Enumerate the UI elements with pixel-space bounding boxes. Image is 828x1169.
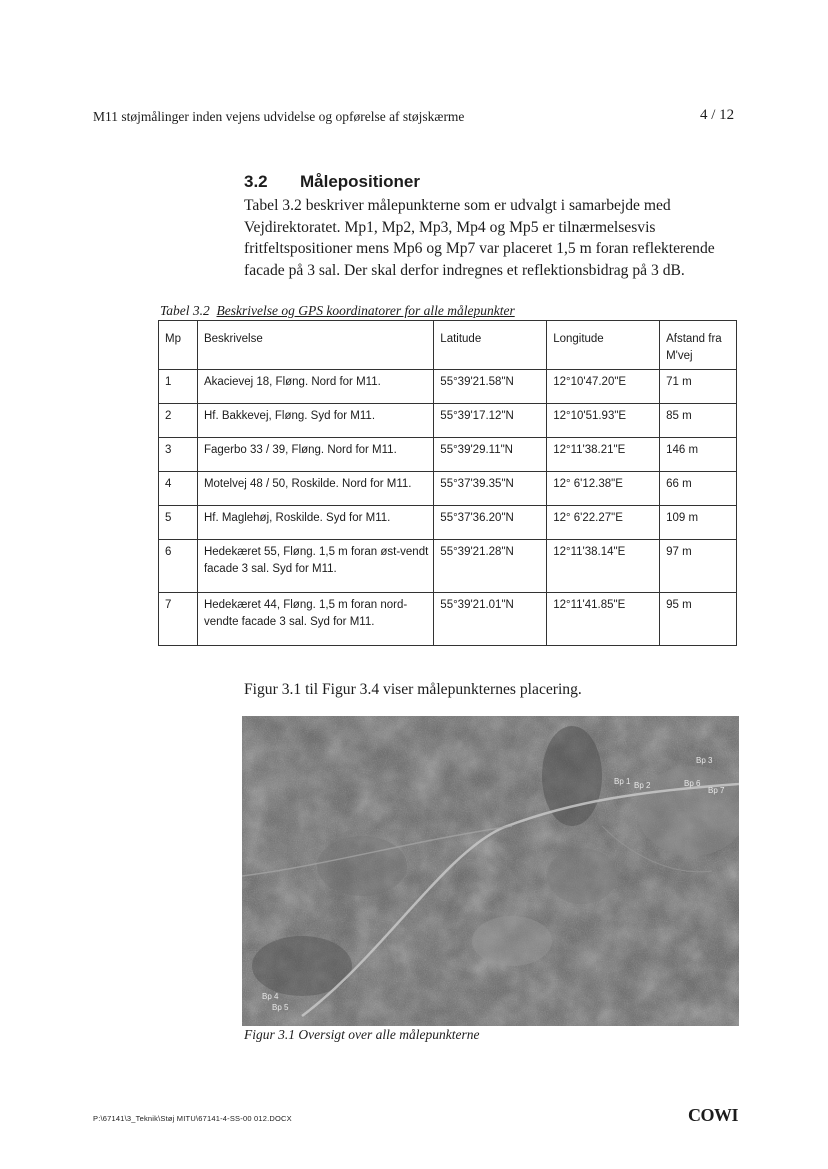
cell-distance: 66 m xyxy=(660,472,737,506)
cell-longitude: 12°11'38.14"E xyxy=(547,540,660,593)
cell-latitude: 55°39'21.01"N xyxy=(434,593,547,646)
header-title: M11 støjmålinger inden vejens udvidelse og opførelse af støjskærme xyxy=(93,109,465,124)
map-label: Bp 1 xyxy=(614,777,631,786)
col-header-distance: Afstand fra M'vej xyxy=(660,321,737,370)
cell-description: Hedekæret 44, Fløng. 1,5 m foran nord-vendte facade 3 sal. Syd for M11. xyxy=(197,593,433,646)
section-number: 3.2 xyxy=(244,172,268,191)
map-label: Bp 2 xyxy=(634,781,651,790)
footer-file-path: P:\67141\3_Teknik\Støj MITU\67141-4-SS-00 012.DOCX xyxy=(93,1114,292,1123)
table-caption-prefix: Tabel 3.2 xyxy=(160,303,210,318)
figure-intro: Figur 3.1 til Figur 3.4 viser målepunkternes placering. xyxy=(244,681,582,698)
cell-mp: 4 xyxy=(159,472,198,506)
table-row xyxy=(159,370,737,404)
cowi-logo: COWI xyxy=(688,1105,739,1125)
cell-description: Fagerbo 33 / 39, Fløng. Nord for M11. xyxy=(197,438,433,472)
map-label: Bp 3 xyxy=(696,756,713,765)
cell-description: Hf. Maglehøj, Roskilde. Syd for M11. xyxy=(197,506,433,540)
table-row xyxy=(159,593,737,646)
table-caption xyxy=(160,303,515,319)
cell-mp: 7 xyxy=(159,593,198,646)
cell-latitude: 55°37'39.35"N xyxy=(434,472,547,506)
section-body: Tabel 3.2 beskriver målepunkterne som er udvalgt i samarbejde med Vejdirektoratet. Mp1, Mp2, Mp3, Mp4 og Mp5 er tilnærmelsesvis fritfeltspositioner mens Mp6 og Mp7 var placeret 1,5 m foran reflekterende facade på 3 sal. Der skal derfor indregnes et reflektionsbidrag på 3 dB. xyxy=(244,197,715,279)
measurement-table xyxy=(158,320,737,646)
section-title: Målepositioner xyxy=(300,172,420,191)
cell-distance: 109 m xyxy=(660,506,737,540)
cell-description: Hedekæret 55, Fløng. 1,5 m foran øst-vendt facade 3 sal. Syd for M11. xyxy=(197,540,433,593)
cell-distance: 95 m xyxy=(660,593,737,646)
map-label: Bp 7 xyxy=(708,786,725,795)
table-row xyxy=(159,506,737,540)
map-label: Bp 5 xyxy=(272,1003,289,1012)
cell-distance: 97 m xyxy=(660,540,737,593)
table-caption-text: Beskrivelse og GPS koordinatorer for alle målepunkter xyxy=(216,303,515,318)
col-header-longitude: Longitude xyxy=(547,321,660,370)
cell-mp: 1 xyxy=(159,370,198,404)
table-row xyxy=(159,540,737,593)
map-label: Bp 6 xyxy=(684,779,701,788)
cell-latitude: 55°39'17.12"N xyxy=(434,404,547,438)
table-row xyxy=(159,472,737,506)
table-header-row xyxy=(159,321,737,370)
cell-longitude: 12° 6'12.38"E xyxy=(547,472,660,506)
cell-longitude: 12°11'38.21"E xyxy=(547,438,660,472)
aerial-map-image xyxy=(242,716,739,1026)
cell-longitude: 12°10'47.20"E xyxy=(547,370,660,404)
cell-latitude: 55°39'29.11"N xyxy=(434,438,547,472)
cell-distance: 85 m xyxy=(660,404,737,438)
cell-latitude: 55°39'21.58"N xyxy=(434,370,547,404)
cell-distance: 146 m xyxy=(660,438,737,472)
col-header-description: Beskrivelse xyxy=(197,321,433,370)
cell-description: Akacievej 18, Fløng. Nord for M11. xyxy=(197,370,433,404)
cell-distance: 71 m xyxy=(660,370,737,404)
col-header-latitude: Latitude xyxy=(434,321,547,370)
cell-latitude: 55°37'36.20"N xyxy=(434,506,547,540)
cell-mp: 2 xyxy=(159,404,198,438)
cell-mp: 5 xyxy=(159,506,198,540)
figure-caption: Figur 3.1 Oversigt over alle målepunkterne xyxy=(244,1027,480,1042)
cell-mp: 6 xyxy=(159,540,198,593)
col-header-mp: Mp xyxy=(159,321,198,370)
map-label: Bp 4 xyxy=(262,992,279,1001)
table-row xyxy=(159,404,737,438)
page-number: 4 / 12 xyxy=(700,107,735,123)
cell-mp: 3 xyxy=(159,438,198,472)
cell-longitude: 12°10'51.93"E xyxy=(547,404,660,438)
cell-longitude: 12°11'41.85"E xyxy=(547,593,660,646)
cell-longitude: 12° 6'22.27"E xyxy=(547,506,660,540)
cell-latitude: 55°39'21.28"N xyxy=(434,540,547,593)
cell-description: Motelvej 48 / 50, Roskilde. Nord for M11. xyxy=(197,472,433,506)
table-row xyxy=(159,438,737,472)
section-heading xyxy=(244,172,420,192)
cell-description: Hf. Bakkevej, Fløng. Syd for M11. xyxy=(197,404,433,438)
